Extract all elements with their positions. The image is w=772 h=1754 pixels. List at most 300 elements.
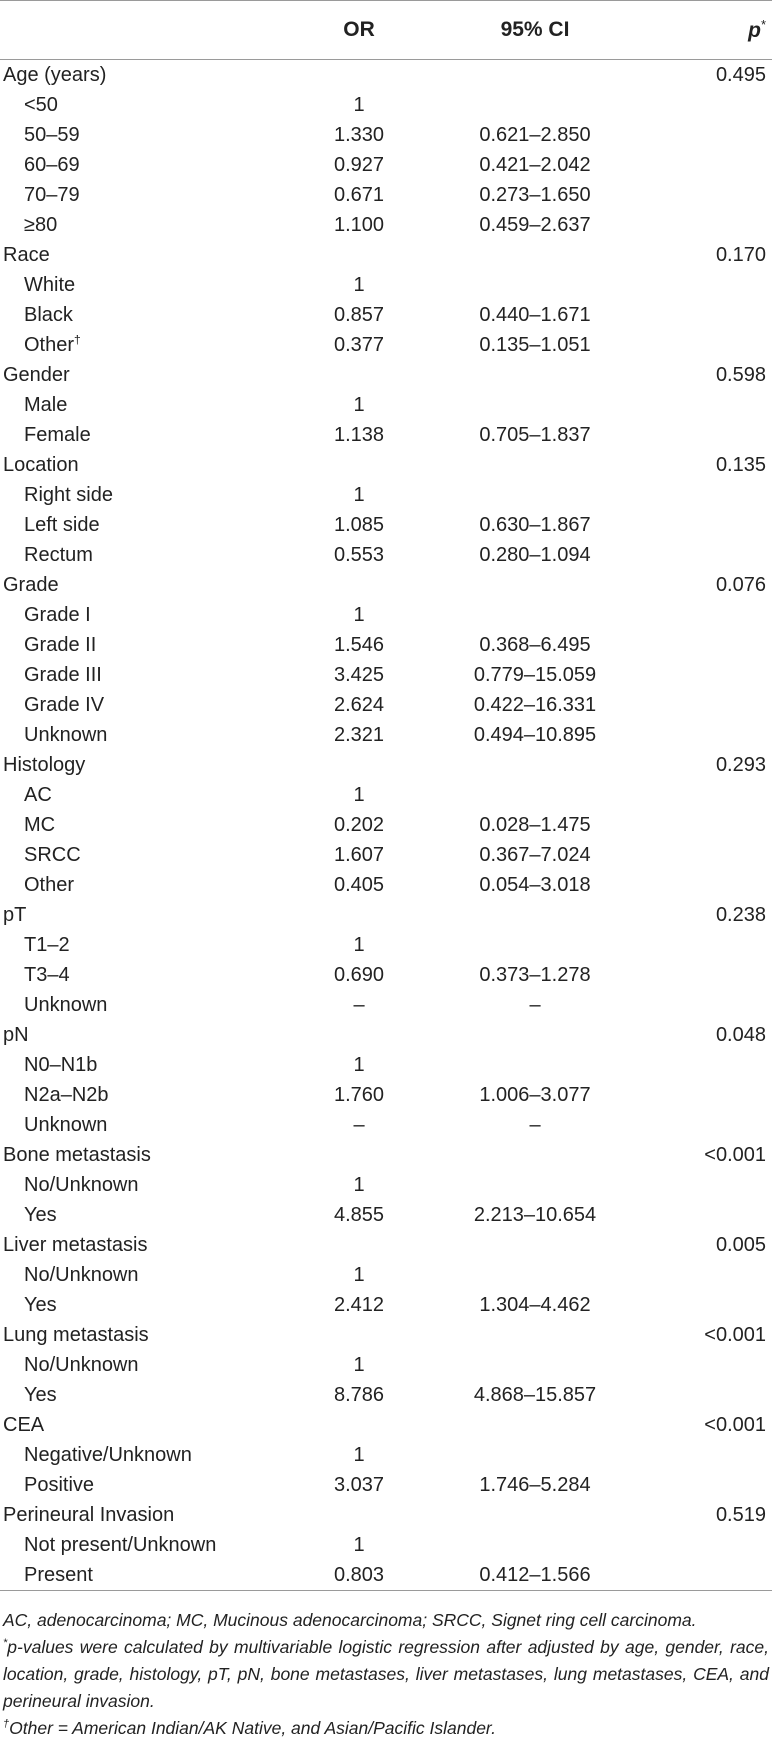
- footnote-abbreviations: AC, adenocarcinoma; MC, Mucinous adenocarcinoma; SRCC, Signet ring cell carcinoma.: [3, 1610, 697, 1630]
- row-label: [0, 660, 288, 690]
- group-or-cell: [288, 360, 418, 390]
- row-label-text: Black: [24, 304, 73, 326]
- row-ci: 0.135–1.051: [479, 334, 591, 356]
- row-ci: [418, 600, 654, 630]
- group-row: [0, 1020, 772, 1050]
- table-row: [0, 1380, 772, 1410]
- row-ci: 1.304–4.462: [479, 1294, 591, 1316]
- row-ci: 0.412–1.566: [418, 1560, 654, 1591]
- group-row: [0, 240, 772, 270]
- table-row: [0, 90, 772, 120]
- group-or-cell: [288, 1500, 418, 1530]
- group-label: Grade: [3, 574, 59, 596]
- group-or-cell: [288, 1140, 418, 1170]
- header-p-mark: *: [760, 17, 766, 32]
- table-row: [0, 120, 772, 150]
- group-p-value: 0.170: [715, 244, 766, 266]
- row-label: [0, 870, 288, 900]
- group-ci-cell: [418, 900, 654, 930]
- row-p-cell: [654, 540, 772, 570]
- row-ci: 1.746–5.284: [479, 1474, 591, 1496]
- row-or: 1.546: [333, 634, 385, 656]
- table-row: [0, 420, 772, 450]
- row-label-text: Left side: [24, 514, 100, 536]
- row-ci: 2.213–10.654: [473, 1204, 597, 1226]
- row-label-text: Present: [24, 1564, 93, 1586]
- row-or: 0.553: [333, 544, 385, 566]
- table-row: [0, 930, 772, 960]
- group-label: pN: [3, 1024, 29, 1046]
- header-row: [0, 1, 772, 60]
- row-label: [0, 1470, 288, 1500]
- row-ci: [418, 270, 654, 300]
- row-or: 1: [353, 484, 365, 506]
- table-row: [0, 1050, 772, 1080]
- row-label: [0, 1560, 288, 1591]
- row-p-cell: [654, 330, 772, 360]
- row-p-cell: [654, 1350, 772, 1380]
- table-row: [0, 870, 772, 900]
- row-label-text: 60–69: [24, 154, 80, 176]
- row-label: [0, 1110, 288, 1140]
- row-label-text: MC: [24, 814, 56, 836]
- row-p-cell: [654, 300, 772, 330]
- group-row: [0, 1230, 772, 1260]
- row-ci: 4.868–15.857: [473, 1384, 597, 1406]
- row-ci: –: [529, 994, 541, 1016]
- group-label: Perineural Invasion: [3, 1504, 175, 1526]
- row-label: [0, 540, 288, 570]
- row-label: [0, 300, 288, 330]
- row-label: [0, 1050, 288, 1080]
- table-row: [0, 810, 772, 840]
- group-p-value: 0.238: [715, 904, 766, 926]
- group-label: Age (years): [3, 64, 107, 86]
- group-row: [0, 1410, 772, 1440]
- row-p-cell: [654, 180, 772, 210]
- row-label-text: <50: [24, 94, 58, 116]
- row-label: [0, 630, 288, 660]
- group-row: [0, 450, 772, 480]
- footnote-other-text: Other = American Indian/AK Native, and Asian/Pacific Islander.: [9, 1718, 496, 1738]
- header-or: OR: [288, 1, 418, 60]
- group-row: [0, 60, 772, 91]
- row-ci: [418, 1170, 654, 1200]
- row-ci: 0.368–6.495: [479, 634, 591, 656]
- row-p-cell: [654, 1200, 772, 1230]
- row-p-cell: [654, 420, 772, 450]
- row-label-text: No/Unknown: [24, 1174, 139, 1196]
- table-row: [0, 210, 772, 240]
- row-p-cell: [654, 630, 772, 660]
- table-row: [0, 1470, 772, 1500]
- row-label: [0, 420, 288, 450]
- group-p-value: <0.001: [704, 1324, 766, 1346]
- row-ci: 0.630–1.867: [479, 514, 591, 536]
- row-p-cell: [654, 90, 772, 120]
- row-label: [0, 90, 288, 120]
- group-p-value: 0.293: [715, 754, 766, 776]
- group-label: CEA: [3, 1414, 45, 1436]
- row-label: [0, 120, 288, 150]
- footnote-other-mark: †: [3, 1718, 10, 1731]
- row-ci: [418, 1530, 654, 1560]
- row-p-cell: [654, 1260, 772, 1290]
- row-p-cell: [654, 1080, 772, 1110]
- row-p-cell: [654, 1050, 772, 1080]
- table-row: [0, 300, 772, 330]
- footnote-pvalue: [3, 1634, 769, 1715]
- row-ci: 0.459–2.637: [479, 214, 591, 236]
- row-ci: [418, 390, 654, 420]
- row-label: [0, 1170, 288, 1200]
- footnote-pvalue-mark: *: [3, 1637, 8, 1650]
- row-label-text: T1–2: [24, 934, 70, 956]
- row-or: 3.425: [333, 664, 385, 686]
- row-p-cell: [654, 1440, 772, 1470]
- row-label-text: Female: [24, 424, 91, 446]
- row-label-text: Grade IV: [24, 694, 105, 716]
- table-row: [0, 1290, 772, 1320]
- group-or-cell: [288, 1320, 418, 1350]
- table-row: [0, 1170, 772, 1200]
- row-p-cell: [654, 660, 772, 690]
- table-row: [0, 660, 772, 690]
- row-or: –: [353, 994, 365, 1016]
- row-p-cell: [654, 1530, 772, 1560]
- row-p-cell: [654, 600, 772, 630]
- group-or-cell: [288, 1410, 418, 1440]
- group-or-cell: [288, 60, 418, 91]
- row-or: 0.857: [333, 304, 385, 326]
- row-ci: 0.280–1.094: [479, 544, 591, 566]
- row-label: [0, 1380, 288, 1410]
- table-row: [0, 1200, 772, 1230]
- table-row: [0, 1080, 772, 1110]
- table-row: [0, 480, 772, 510]
- table-row: [0, 1440, 772, 1470]
- row-label-text: Yes: [24, 1294, 57, 1316]
- row-ci: 0.373–1.278: [479, 964, 591, 986]
- row-or: 1: [353, 604, 365, 626]
- row-p-cell: [654, 1380, 772, 1410]
- row-ci: [418, 780, 654, 810]
- row-label-text: Yes: [24, 1204, 57, 1226]
- row-or: –: [353, 1114, 365, 1136]
- row-p-cell: [654, 1170, 772, 1200]
- group-ci-cell: [418, 750, 654, 780]
- row-p-cell: [654, 1470, 772, 1500]
- group-p-value: <0.001: [704, 1414, 766, 1436]
- row-label-text: Negative/Unknown: [24, 1444, 192, 1466]
- table-row: [0, 1350, 772, 1380]
- row-label: [0, 1200, 288, 1230]
- row-or: 1: [353, 784, 365, 806]
- row-or: 3.037: [333, 1474, 385, 1496]
- row-p-cell: [654, 720, 772, 750]
- row-ci: [418, 480, 654, 510]
- row-p-cell: [654, 990, 772, 1020]
- table-row: [0, 180, 772, 210]
- table-footnotes: [3, 1607, 769, 1742]
- row-p-cell: [654, 480, 772, 510]
- row-label: [0, 1350, 288, 1380]
- table-row: [0, 960, 772, 990]
- group-or-cell: [288, 750, 418, 780]
- row-label-text: Not present/Unknown: [24, 1534, 217, 1556]
- row-ci: 0.440–1.671: [479, 304, 591, 326]
- row-or: 1: [353, 94, 365, 116]
- row-label-text: Unknown: [24, 724, 108, 746]
- table-row: [0, 780, 772, 810]
- row-p-cell: [654, 930, 772, 960]
- group-ci-cell: [418, 1500, 654, 1530]
- row-or: 1: [353, 1054, 365, 1076]
- row-label-text: AC: [24, 784, 52, 806]
- group-label: pT: [3, 904, 27, 926]
- row-p-cell: [654, 150, 772, 180]
- row-label-text: N0–N1b: [24, 1054, 98, 1076]
- group-p-value: 0.519: [715, 1504, 766, 1526]
- row-or: 1: [353, 394, 365, 416]
- group-or-cell: [288, 900, 418, 930]
- footnote-pvalue-text: p-values were calculated by multivariable logistic regression after adjusted by age, gender, race, location, grade, histology, pT, pN, bone metastases, liver metastases, lung metastases, CEA, and perineural invasion.: [3, 1637, 769, 1711]
- table-row: [0, 600, 772, 630]
- table-row: [0, 690, 772, 720]
- row-label: [0, 690, 288, 720]
- table-row: [0, 540, 772, 570]
- row-label: [0, 1440, 288, 1470]
- row-label-text: Unknown: [24, 1114, 108, 1136]
- row-label: [0, 1530, 288, 1560]
- row-or: 1.760: [333, 1084, 385, 1106]
- group-ci-cell: [418, 1320, 654, 1350]
- row-label-text: Positive: [24, 1474, 95, 1496]
- table-row: [0, 990, 772, 1020]
- row-label: [0, 270, 288, 300]
- row-ci: 0.779–15.059: [473, 664, 597, 686]
- row-label: [0, 600, 288, 630]
- row-label: [0, 960, 288, 990]
- table-row: [0, 630, 772, 660]
- row-or: 0.202: [333, 814, 385, 836]
- row-ci: [418, 1260, 654, 1290]
- row-label-text: Right side: [24, 484, 113, 506]
- row-label-text: Other: [24, 334, 75, 356]
- row-p-cell: [654, 1560, 772, 1591]
- row-or: 0.690: [333, 964, 385, 986]
- row-label-text: Grade III: [24, 664, 102, 686]
- row-or: 1: [353, 1264, 365, 1286]
- group-row: [0, 570, 772, 600]
- row-or: 1.330: [333, 124, 385, 146]
- row-label-text: ≥80: [24, 214, 58, 236]
- row-ci: 0.273–1.650: [479, 184, 591, 206]
- group-or-cell: [288, 570, 418, 600]
- group-ci-cell: [418, 1410, 654, 1440]
- row-or: 1.100: [333, 214, 385, 236]
- row-label-text: SRCC: [24, 844, 81, 866]
- group-p-value: 0.598: [715, 364, 766, 386]
- row-label-text: Other: [24, 874, 75, 896]
- row-ci: [418, 930, 654, 960]
- table-row: [0, 1110, 772, 1140]
- row-label: [0, 150, 288, 180]
- row-label-text: Grade I: [24, 604, 91, 626]
- row-p-cell: [654, 840, 772, 870]
- row-label: [0, 1260, 288, 1290]
- row-p-cell: [654, 780, 772, 810]
- group-p-value: <0.001: [704, 1144, 766, 1166]
- row-label-text: 70–79: [24, 184, 80, 206]
- table-row: [0, 1530, 772, 1560]
- row-or: 1: [353, 1534, 365, 1556]
- row-p-cell: [654, 270, 772, 300]
- group-label: Lung metastasis: [3, 1324, 149, 1346]
- table-row: [0, 1260, 772, 1290]
- group-ci-cell: [418, 1230, 654, 1260]
- group-row: [0, 900, 772, 930]
- table-row: [0, 840, 772, 870]
- group-label: Gender: [3, 364, 70, 386]
- table-row: [0, 510, 772, 540]
- row-label-text: Yes: [24, 1384, 57, 1406]
- row-label-text: Grade II: [24, 634, 97, 656]
- row-ci: 0.494–10.895: [473, 724, 597, 746]
- row-or: 2.624: [333, 694, 385, 716]
- row-or: 1: [353, 1174, 365, 1196]
- group-or-cell: [288, 1230, 418, 1260]
- row-label-text: 50–59: [24, 124, 80, 146]
- table-row: [0, 390, 772, 420]
- row-ci: 0.028–1.475: [479, 814, 591, 836]
- row-or: 1: [353, 1444, 365, 1466]
- row-p-cell: [654, 1290, 772, 1320]
- group-or-cell: [288, 1020, 418, 1050]
- row-ci: [418, 90, 654, 120]
- group-ci-cell: [418, 60, 654, 91]
- group-p-value: 0.076: [715, 574, 766, 596]
- row-ci: –: [529, 1114, 541, 1136]
- row-label: [0, 480, 288, 510]
- group-label: Histology: [3, 754, 86, 776]
- row-label-text: T3–4: [24, 964, 70, 986]
- row-or: 1.138: [333, 424, 385, 446]
- header-p-label: p: [748, 19, 761, 42]
- group-ci-cell: [418, 570, 654, 600]
- group-ci-cell: [418, 450, 654, 480]
- group-p-value: 0.135: [715, 454, 766, 476]
- table-body: [0, 60, 772, 1591]
- row-label: [0, 180, 288, 210]
- row-ci: [418, 1440, 654, 1470]
- row-label: [0, 210, 288, 240]
- group-label: Liver metastasis: [3, 1234, 148, 1256]
- footnote-other: [3, 1715, 769, 1742]
- row-or: 0.803: [288, 1560, 418, 1591]
- table-row: [0, 1560, 772, 1591]
- row-ci: 0.367–7.024: [479, 844, 591, 866]
- group-p-value: 0.005: [715, 1234, 766, 1256]
- group-label: Bone metastasis: [3, 1144, 151, 1166]
- row-label: [0, 990, 288, 1020]
- table-row: [0, 720, 772, 750]
- row-label: [0, 330, 288, 360]
- row-or: 2.321: [333, 724, 385, 746]
- row-or: 4.855: [333, 1204, 385, 1226]
- row-ci: 1.006–3.077: [479, 1084, 591, 1106]
- header-p: [654, 1, 772, 60]
- group-p-value: 0.495: [715, 64, 766, 86]
- table-row: [0, 270, 772, 300]
- row-p-cell: [654, 690, 772, 720]
- row-p-cell: [654, 510, 772, 540]
- table-row: [0, 150, 772, 180]
- group-row: [0, 1140, 772, 1170]
- row-or: 0.377: [333, 334, 385, 356]
- row-label: [0, 720, 288, 750]
- row-or: 0.671: [333, 184, 385, 206]
- row-ci: 0.421–2.042: [479, 154, 591, 176]
- row-ci: [418, 1350, 654, 1380]
- row-label-text: Rectum: [24, 544, 93, 566]
- row-p-cell: [654, 810, 772, 840]
- row-or: 1.085: [333, 514, 385, 536]
- header-ci: 95% CI: [418, 1, 654, 60]
- table-row: [0, 330, 772, 360]
- group-row: [0, 750, 772, 780]
- group-label: Race: [3, 244, 50, 266]
- group-row: [0, 1320, 772, 1350]
- group-ci-cell: [418, 360, 654, 390]
- row-label-mark: †: [74, 332, 81, 347]
- row-label: [0, 1080, 288, 1110]
- row-p-cell: [654, 960, 772, 990]
- row-label-text: White: [24, 274, 76, 296]
- row-or: 1.607: [333, 844, 385, 866]
- row-or: 1: [353, 274, 365, 296]
- group-row: [0, 1500, 772, 1530]
- row-ci: 0.054–3.018: [479, 874, 591, 896]
- row-ci: [418, 1050, 654, 1080]
- group-p-value: 0.048: [715, 1024, 766, 1046]
- row-p-cell: [654, 120, 772, 150]
- group-ci-cell: [418, 240, 654, 270]
- row-or: 1: [353, 934, 365, 956]
- row-label-text: Unknown: [24, 994, 108, 1016]
- row-label-text: No/Unknown: [24, 1354, 139, 1376]
- group-or-cell: [288, 450, 418, 480]
- row-p-cell: [654, 1110, 772, 1140]
- row-or: 8.786: [333, 1384, 385, 1406]
- row-or: 2.412: [333, 1294, 385, 1316]
- row-label: [0, 840, 288, 870]
- group-label: Location: [3, 454, 79, 476]
- row-label-text: N2a–N2b: [24, 1084, 109, 1106]
- group-ci-cell: [418, 1020, 654, 1050]
- row-label: [0, 1290, 288, 1320]
- row-or: 1: [353, 1354, 365, 1376]
- row-label: [0, 390, 288, 420]
- table-header: [0, 1, 772, 60]
- row-p-cell: [654, 210, 772, 240]
- row-or: 0.927: [333, 154, 385, 176]
- group-row: [0, 360, 772, 390]
- row-or: 0.405: [333, 874, 385, 896]
- row-label: [0, 930, 288, 960]
- group-or-cell: [288, 240, 418, 270]
- row-ci: 0.621–2.850: [479, 124, 591, 146]
